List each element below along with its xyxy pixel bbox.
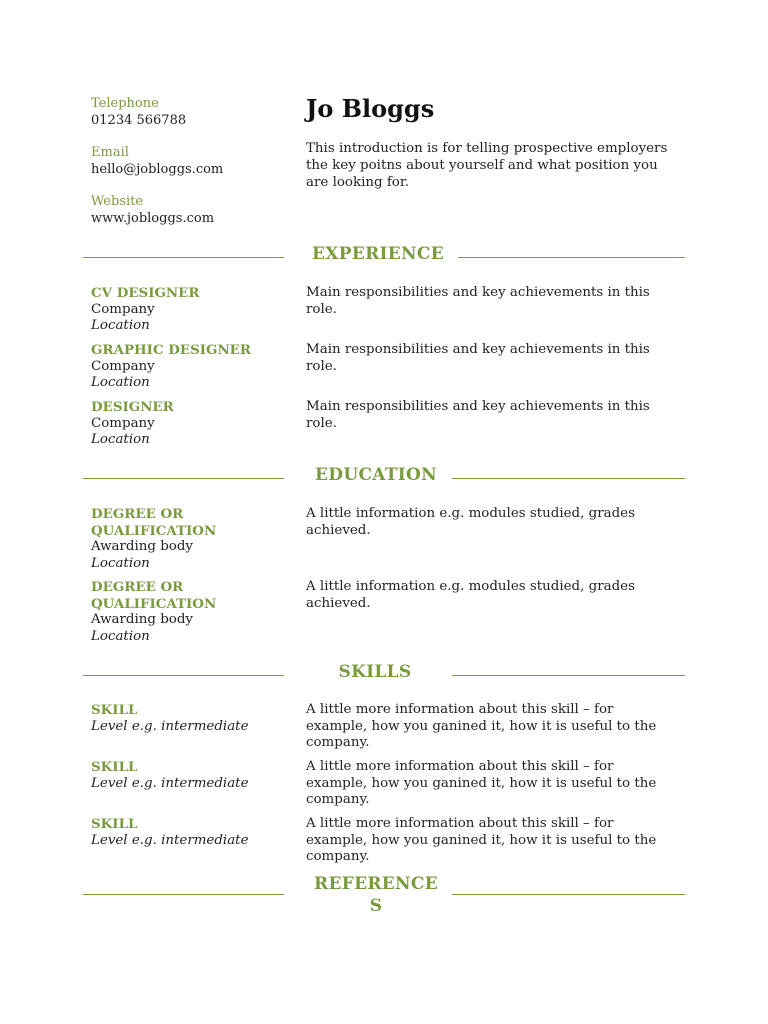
job-description: Main responsibilities and key achievements in this role. [306,342,650,374]
skill-level: Level e.g. intermediate [91,832,249,848]
divider-line [83,478,284,479]
job-title: CV DESIGNER [91,285,200,301]
location: Location [91,318,150,333]
education-heading [83,464,685,494]
company: Company [91,358,155,374]
company: Company [91,415,155,431]
skill-description: A little more information about this skill – for example, how you ganined it, how it is useful to the company. [306,816,657,864]
location: Location [91,628,150,644]
section-title: EXPERIENCE [312,244,444,264]
location: Location [91,432,150,447]
person-name: Jo Bloggs [306,94,435,123]
degree-title: QUALIFICATION [91,595,217,612]
telephone-value: 01234 566788 [91,113,187,128]
job-description: Main responsibilities and key achievements in this role. [306,285,650,317]
section-title: SKILLS [338,662,412,682]
divider-line [83,894,284,895]
skill-level: Level e.g. intermediate [91,718,249,734]
website-label: Website [91,194,144,209]
experience-heading [83,243,685,273]
section-title: EDUCATION [315,465,437,485]
website-value: www.jobloggs.com [91,211,215,226]
divider-line [458,257,685,258]
education-description: A little information e.g. modules studied, grades achieved. [306,579,635,611]
location: Location [91,555,150,571]
degree-title: DEGREE OR [91,506,184,522]
skill-description: A little more information about this skill – for example, how you ganined it, how it is useful to the company. [306,702,657,750]
skill-name: SKILL [91,759,138,775]
skills-heading [83,661,685,691]
awarding-body: Awarding body [91,539,193,554]
divider-line [452,675,685,676]
email-value: hello@jobloggs.com [91,162,224,177]
skill-level: Level e.g. intermediate [91,775,249,791]
section-title-line: S [369,896,383,916]
divider-line [452,478,685,479]
intro-paragraph: This introduction is for telling prospective employers the key poitns about yourself and what position you are looking for. [306,141,668,190]
degree-title: QUALIFICATION [91,522,217,539]
degree-title: DEGREE OR [91,579,184,595]
skill-description: A little more information about this skill – for example, how you ganined it, how it is useful to the company. [306,759,657,807]
divider-line [83,257,284,258]
section-title-line: REFERENCE [314,874,438,894]
contact-block [91,96,291,243]
job-title: DESIGNER [91,399,174,415]
education-description: A little information e.g. modules studied, grades achieved. [306,506,635,538]
telephone-label: Telephone [91,96,159,111]
email-label: Email [91,145,129,160]
awarding-body: Awarding body [91,612,193,627]
job-title: GRAPHIC DESIGNER [91,342,252,358]
section-title [293,873,459,917]
skill-name: SKILL [91,702,138,718]
references-heading [83,873,685,921]
divider-line [83,675,284,676]
divider-line [452,894,685,895]
location: Location [91,375,150,390]
company: Company [91,301,155,317]
job-description: Main responsibilities and key achievements in this role. [306,399,650,431]
skill-name: SKILL [91,816,138,832]
